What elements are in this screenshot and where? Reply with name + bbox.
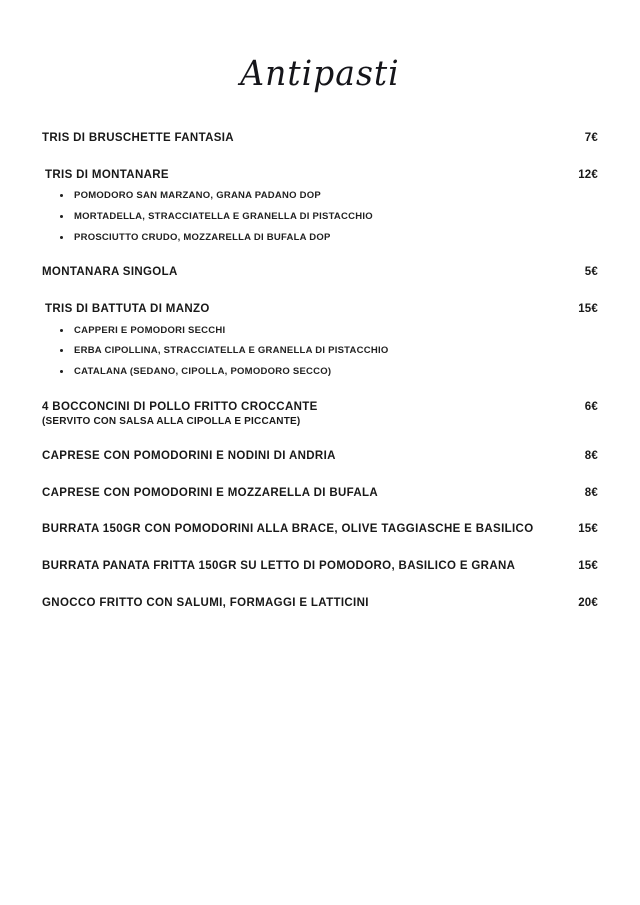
menu-item-header [42,400,598,429]
menu-item-price: 8€ [584,486,598,499]
menu-item-option: CAPPERI E POMODORI SECCHI [60,325,598,338]
menu-item-price: 20€ [578,596,598,609]
menu-item-header [42,486,598,502]
menu-item-option: POMODORO SAN MARZANO, GRANA PADANO DOP [60,190,598,203]
menu-item-option: ERBA CIPOLLINA, STRACCIATELLA E GRANELLA DI PISTACCHIO [60,345,598,358]
menu-item-price: 15€ [578,560,598,572]
menu-list [42,131,598,611]
menu-item-price: 6€ [584,400,598,413]
menu-item-option: CATALANA (SEDANO, CIPOLLA, POMODORO SECCO) [60,366,598,379]
menu-item-header [42,559,598,575]
menu-item-name: BURRATA 150GR CON POMODORINI ALLA BRACE, OLIVE TAGGIASCHE E BASILICO [42,523,534,536]
menu-item [42,596,598,612]
menu-item-name: TRIS DI MONTANARE [45,168,169,181]
menu-item-header [42,302,598,318]
menu-item [42,522,598,538]
page-title: Antipasti [240,52,400,94]
menu-item-header [42,168,598,184]
menu-item-header [42,596,598,612]
menu-item-name: MONTANARA SINGOLA [42,266,178,279]
menu-item [42,302,598,379]
menu-item [42,131,598,147]
menu-item-price: 5€ [584,266,598,279]
menu-item-header [42,449,598,465]
menu-item-options [42,190,598,244]
menu-item-header [42,522,598,538]
menu-item-name: BURRATA PANATA FRITTA 150GR SU LETTO DI POMODORO, BASILICO E GRANA [42,560,516,572]
menu-item-option: MORTADELLA, STRACCIATELLA E GRANELLA DI PISTACCHIO [60,211,598,224]
menu-item-name: GNOCCO FRITTO CON SALUMI, FORMAGGI E LATTICINI [42,596,369,609]
menu-item-options [42,325,598,379]
menu-item-name: 4 BOCCONCINI DI POLLO FRITTO CROCCANTE (SERVITO CON SALSA ALLA CIPOLLA E PICCANTE) [42,400,318,428]
menu-item [42,168,598,245]
menu-item [42,449,598,465]
menu-item [42,486,598,502]
menu-item-price: 15€ [578,523,598,536]
menu-item-name: CAPRESE CON POMODORINI E NODINI DI ANDRIA [42,450,336,463]
menu-item-name: TRIS DI BRUSCHETTE FANTASIA [42,132,234,144]
menu-item-header [42,265,598,281]
menu-item-price: 8€ [584,450,598,463]
menu-item [42,265,598,281]
menu-item-header [42,131,598,147]
menu-item-name: TRIS DI BATTUTA DI MANZO [45,302,210,315]
menu-item-name: CAPRESE CON POMODORINI E MOZZARELLA DI BUFALA [42,486,379,499]
menu-item [42,559,598,575]
menu-item-option: PROSCIUTTO CRUDO, MOZZARELLA DI BUFALA DOP [60,232,598,245]
menu-item-price: 7€ [584,132,598,144]
menu-item-price: 15€ [578,302,598,315]
menu-item [42,400,598,429]
menu-item-price: 12€ [578,168,598,181]
menu-item-subtitle: (SERVITO CON SALSA ALLA CIPOLLA E PICCANTE) [42,416,301,428]
